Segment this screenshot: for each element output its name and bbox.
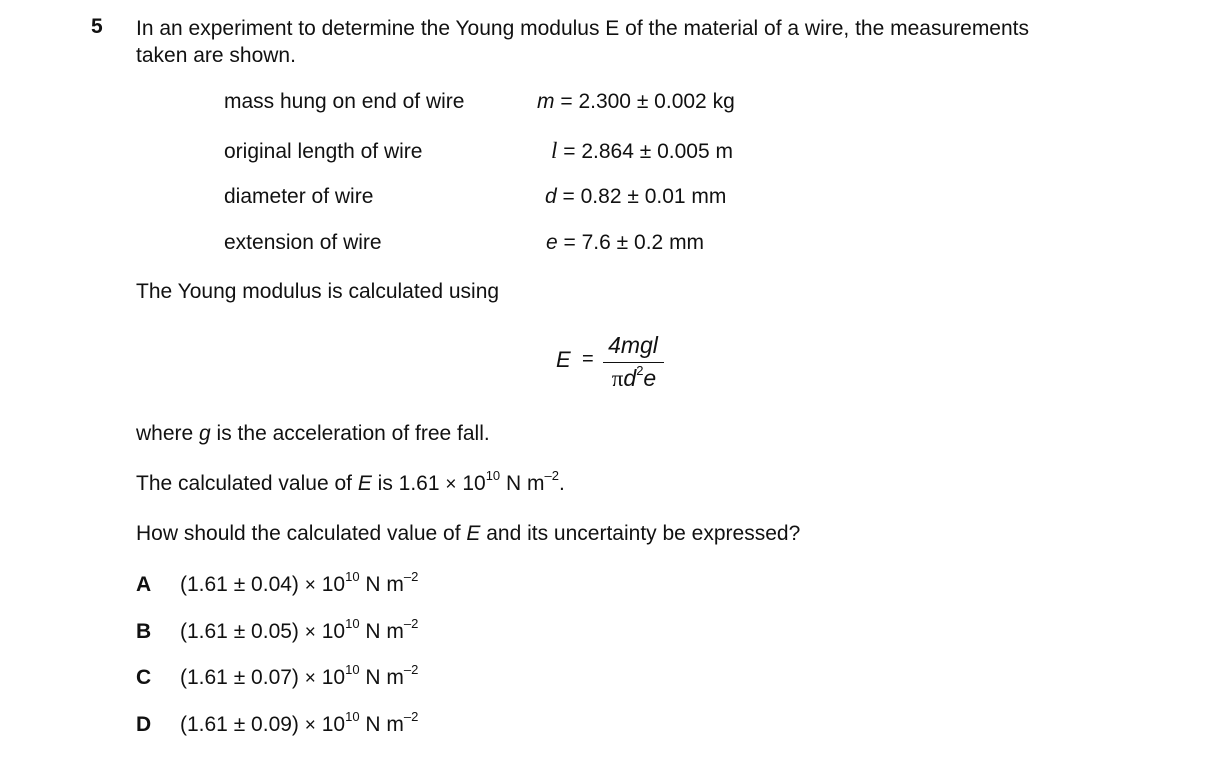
value-mass: 2.300 ± 0.002 — [578, 90, 707, 113]
unit-mass: kg — [712, 90, 735, 113]
symbol-m: m — [537, 90, 555, 113]
measurement-label-mass: mass hung on end of wire — [224, 90, 465, 113]
where-text — [136, 422, 490, 446]
formula-lhs: E — [556, 347, 571, 372]
question-number: 5 — [91, 15, 103, 38]
option-d-times: × — [304, 715, 316, 736]
prompt-suffix: and its uncertainty be expressed? — [480, 522, 801, 545]
unit-extension: mm — [669, 231, 705, 254]
calculated-unit-exponent: –2 — [544, 468, 559, 483]
option-c-unit: N m — [359, 666, 404, 689]
symbol-g: g — [199, 422, 211, 445]
option-c-base: 10 — [315, 666, 346, 689]
symbol-e: e — [546, 231, 558, 254]
option-d-unit-exponent: –2 — [403, 709, 419, 724]
measurement-value-mass: m = 2.300 ± 0.002 kg — [537, 90, 735, 113]
question-intro-line-1: In an experiment to determine the Young modulus E of the material of a wire, the measurements — [136, 17, 1030, 40]
option-d-value: (1.61 ± 0.09) — [180, 713, 299, 736]
option-a-times: × — [304, 575, 316, 596]
calculated-base: 10 — [456, 472, 486, 495]
calculated-middle: is 1.61 — [371, 472, 446, 495]
option-d-unit: N m — [359, 713, 404, 736]
symbol-l: l — [551, 138, 558, 163]
symbol-E: E — [357, 472, 372, 495]
value-diameter: 0.82 ± 0.01 — [580, 185, 686, 208]
option-d[interactable] — [180, 709, 419, 737]
formula-intro: The Young modulus is calculated using — [136, 280, 500, 303]
fraction-bar — [603, 362, 664, 363]
unit-length: m — [715, 140, 733, 163]
measurement-label-diameter: diameter of wire — [224, 185, 374, 208]
option-b-unit: N m — [359, 620, 404, 643]
option-a-exponent: 10 — [345, 569, 360, 584]
option-b-letter[interactable]: B — [136, 620, 152, 643]
calculated-exponent: 10 — [485, 468, 501, 483]
option-a-value: (1.61 ± 0.04) — [180, 573, 299, 596]
option-c-exponent: 10 — [345, 662, 360, 677]
times-sign: × — [445, 474, 457, 495]
option-a-base: 10 — [315, 573, 346, 596]
option-b[interactable] — [180, 616, 419, 644]
where-suffix: is the acceleration of free fall. — [210, 422, 490, 445]
option-b-unit-exponent: –2 — [403, 616, 419, 631]
question-intro-line-2: taken are shown. — [136, 44, 296, 67]
prompt-symbol-E: E — [466, 522, 481, 545]
option-b-exponent: 10 — [345, 616, 360, 631]
value-length: 2.864 ± 0.005 — [581, 140, 710, 163]
prompt-prefix: How should the calculated value of — [136, 522, 467, 545]
option-b-times: × — [304, 622, 316, 643]
option-d-base: 10 — [315, 713, 346, 736]
pi-symbol: π — [611, 366, 624, 391]
option-d-exponent: 10 — [345, 709, 360, 724]
measurement-label-extension: extension of wire — [224, 231, 382, 254]
calculated-prefix: The calculated value of — [136, 472, 358, 495]
formula-numerator: 4mgl — [608, 332, 658, 358]
question-intro — [136, 15, 1029, 69]
calculated-unit: N m — [500, 472, 545, 495]
denominator-exponent: 2 — [636, 363, 644, 379]
option-a-unit: N m — [359, 573, 404, 596]
measurement-label-length: original length of wire — [224, 140, 423, 163]
where-prefix: where — [136, 422, 200, 445]
option-c-value: (1.61 ± 0.07) — [180, 666, 299, 689]
symbol-d: d — [545, 185, 557, 208]
option-c[interactable] — [180, 662, 419, 690]
denominator-e: e — [643, 365, 657, 391]
formula-equals: = — [582, 348, 594, 370]
formula-denominator — [604, 365, 664, 392]
option-b-value: (1.61 ± 0.05) — [180, 620, 299, 643]
measurement-value-extension: e = 7.6 ± 0.2 mm — [546, 231, 705, 254]
option-d-letter[interactable]: D — [136, 713, 152, 736]
option-c-times: × — [304, 668, 316, 689]
calculated-value-text — [136, 468, 565, 496]
option-a-unit-exponent: –2 — [403, 569, 419, 584]
option-a[interactable] — [180, 569, 419, 597]
option-a-letter[interactable]: A — [136, 573, 152, 596]
denominator-d: d — [623, 365, 637, 391]
option-c-letter[interactable]: C — [136, 666, 152, 689]
calculated-end: . — [558, 472, 565, 495]
unit-diameter: mm — [691, 185, 727, 208]
question-prompt — [136, 522, 800, 546]
measurement-value-diameter: d = 0.82 ± 0.01 mm — [545, 185, 727, 208]
option-b-base: 10 — [315, 620, 346, 643]
option-c-unit-exponent: –2 — [403, 662, 419, 677]
value-extension: 7.6 ± 0.2 — [581, 231, 664, 254]
measurement-value-length: l = 2.864 ± 0.005 m — [551, 138, 733, 163]
